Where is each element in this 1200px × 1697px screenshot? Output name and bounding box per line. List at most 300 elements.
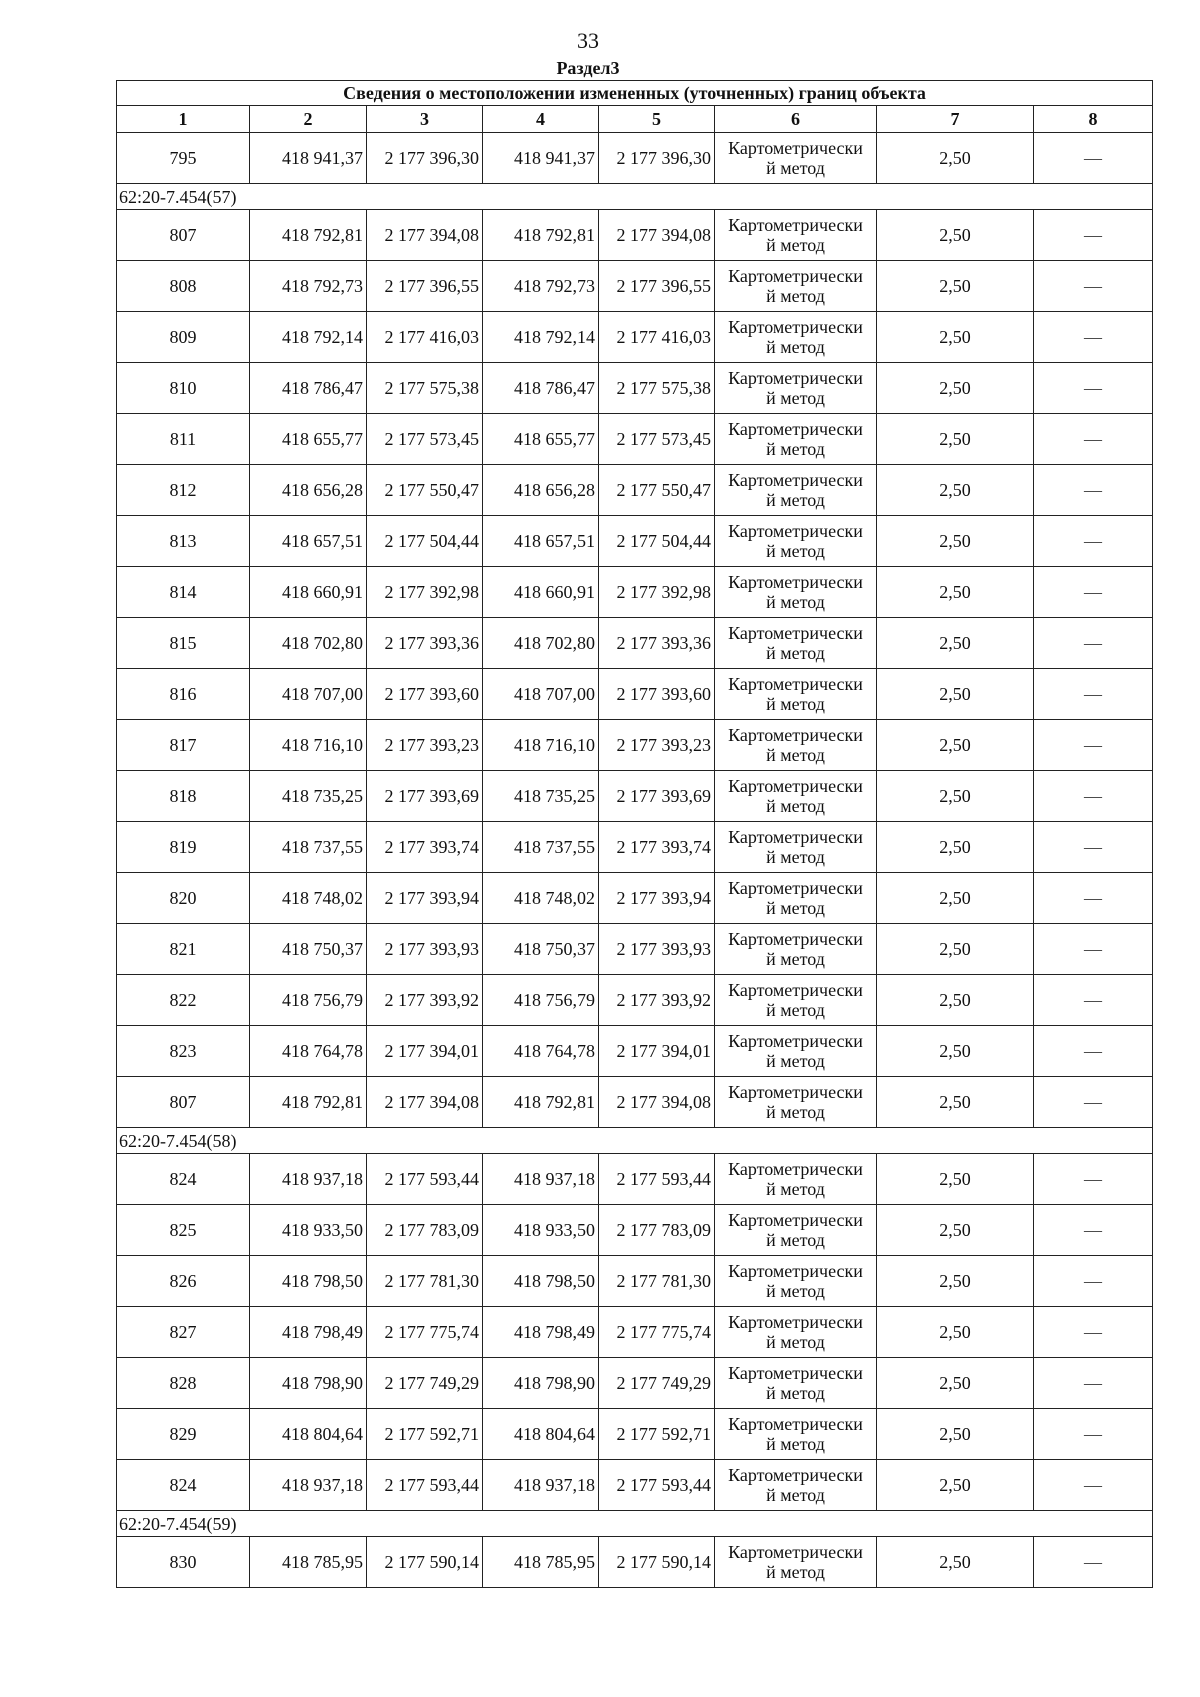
method-line-2: й метод xyxy=(766,745,825,765)
y-coord-old-cell: 2 177 416,03 xyxy=(367,312,483,363)
y-coord-new-cell: 2 177 775,74 xyxy=(599,1307,715,1358)
x-coord-new-cell: 418 737,55 xyxy=(483,822,599,873)
accuracy-cell: 2,50 xyxy=(877,1460,1034,1511)
method-line-1: Картометрически xyxy=(728,827,863,847)
accuracy-cell: 2,50 xyxy=(877,873,1034,924)
x-coord-old-cell: 418 937,18 xyxy=(250,1460,367,1511)
accuracy-cell: 2,50 xyxy=(877,924,1034,975)
note-cell: — xyxy=(1034,1307,1153,1358)
method-cell xyxy=(715,210,877,261)
y-coord-new-cell: 2 177 781,30 xyxy=(599,1256,715,1307)
note-cell: — xyxy=(1034,924,1153,975)
point-id-cell: 818 xyxy=(117,771,250,822)
table-row xyxy=(117,1077,1153,1128)
method-line-2: й метод xyxy=(766,898,825,918)
x-coord-old-cell: 418 786,47 xyxy=(250,363,367,414)
point-id-cell: 824 xyxy=(117,1460,250,1511)
x-coord-new-cell: 418 792,73 xyxy=(483,261,599,312)
x-coord-old-cell: 418 748,02 xyxy=(250,873,367,924)
y-coord-old-cell: 2 177 593,44 xyxy=(367,1460,483,1511)
table-row xyxy=(117,1154,1153,1205)
method-line-2: й метод xyxy=(766,643,825,663)
point-id-cell: 816 xyxy=(117,669,250,720)
method-cell xyxy=(715,414,877,465)
table-row xyxy=(117,1307,1153,1358)
column-number: 2 xyxy=(250,106,367,133)
y-coord-new-cell: 2 177 394,08 xyxy=(599,210,715,261)
y-coord-new-cell: 2 177 590,14 xyxy=(599,1537,715,1588)
x-coord-old-cell: 418 660,91 xyxy=(250,567,367,618)
note-cell: — xyxy=(1034,771,1153,822)
note-cell: — xyxy=(1034,1026,1153,1077)
y-coord-new-cell: 2 177 416,03 xyxy=(599,312,715,363)
table-body xyxy=(117,81,1153,1588)
y-coord-new-cell: 2 177 393,74 xyxy=(599,822,715,873)
method-cell xyxy=(715,465,877,516)
x-coord-old-cell: 418 764,78 xyxy=(250,1026,367,1077)
table-row xyxy=(117,1537,1153,1588)
accuracy-cell: 2,50 xyxy=(877,465,1034,516)
parcel-group-label: 62:20-7.454(57) xyxy=(117,184,1153,210)
note-cell: — xyxy=(1034,516,1153,567)
y-coord-new-cell: 2 177 592,71 xyxy=(599,1409,715,1460)
point-id-cell: 822 xyxy=(117,975,250,1026)
note-cell: — xyxy=(1034,975,1153,1026)
y-coord-old-cell: 2 177 592,71 xyxy=(367,1409,483,1460)
group-header-row xyxy=(117,1128,1153,1154)
point-id-cell: 808 xyxy=(117,261,250,312)
point-id-cell: 828 xyxy=(117,1358,250,1409)
accuracy-cell: 2,50 xyxy=(877,1154,1034,1205)
y-coord-old-cell: 2 177 396,30 xyxy=(367,133,483,184)
method-line-2: й метод xyxy=(766,1179,825,1199)
point-id-cell: 821 xyxy=(117,924,250,975)
y-coord-old-cell: 2 177 393,36 xyxy=(367,618,483,669)
x-coord-new-cell: 418 792,14 xyxy=(483,312,599,363)
x-coord-new-cell: 418 756,79 xyxy=(483,975,599,1026)
accuracy-cell: 2,50 xyxy=(877,669,1034,720)
column-number: 4 xyxy=(483,106,599,133)
method-line-2: й метод xyxy=(766,1485,825,1505)
y-coord-old-cell: 2 177 575,38 xyxy=(367,363,483,414)
method-line-1: Картометрически xyxy=(728,521,863,541)
column-number: 3 xyxy=(367,106,483,133)
y-coord-old-cell: 2 177 393,93 xyxy=(367,924,483,975)
accuracy-cell: 2,50 xyxy=(877,1205,1034,1256)
method-line-2: й метод xyxy=(766,1383,825,1403)
table-row xyxy=(117,822,1153,873)
y-coord-old-cell: 2 177 504,44 xyxy=(367,516,483,567)
note-cell: — xyxy=(1034,312,1153,363)
y-coord-new-cell: 2 177 593,44 xyxy=(599,1154,715,1205)
method-cell xyxy=(715,1205,877,1256)
x-coord-old-cell: 418 655,77 xyxy=(250,414,367,465)
accuracy-cell: 2,50 xyxy=(877,618,1034,669)
table-row xyxy=(117,975,1153,1026)
point-id-cell: 809 xyxy=(117,312,250,363)
y-coord-old-cell: 2 177 393,74 xyxy=(367,822,483,873)
y-coord-new-cell: 2 177 393,94 xyxy=(599,873,715,924)
x-coord-old-cell: 418 792,81 xyxy=(250,1077,367,1128)
accuracy-cell: 2,50 xyxy=(877,1409,1034,1460)
point-id-cell: 820 xyxy=(117,873,250,924)
point-id-cell: 830 xyxy=(117,1537,250,1588)
x-coord-new-cell: 418 655,77 xyxy=(483,414,599,465)
method-line-2: й метод xyxy=(766,1000,825,1020)
x-coord-new-cell: 418 937,18 xyxy=(483,1460,599,1511)
method-line-2: й метод xyxy=(766,286,825,306)
x-coord-new-cell: 418 656,28 xyxy=(483,465,599,516)
x-coord-new-cell: 418 786,47 xyxy=(483,363,599,414)
y-coord-old-cell: 2 177 396,55 xyxy=(367,261,483,312)
accuracy-cell: 2,50 xyxy=(877,414,1034,465)
method-cell xyxy=(715,261,877,312)
note-cell: — xyxy=(1034,669,1153,720)
method-cell xyxy=(715,1256,877,1307)
y-coord-new-cell: 2 177 749,29 xyxy=(599,1358,715,1409)
method-cell xyxy=(715,1460,877,1511)
y-coord-old-cell: 2 177 393,92 xyxy=(367,975,483,1026)
accuracy-cell: 2,50 xyxy=(877,1256,1034,1307)
parcel-group-label: 62:20-7.454(58) xyxy=(117,1128,1153,1154)
group-header-row xyxy=(117,1511,1153,1537)
accuracy-cell: 2,50 xyxy=(877,1077,1034,1128)
table-row xyxy=(117,261,1153,312)
x-coord-old-cell: 418 657,51 xyxy=(250,516,367,567)
method-line-1: Картометрически xyxy=(728,368,863,388)
x-coord-new-cell: 418 798,90 xyxy=(483,1358,599,1409)
y-coord-new-cell: 2 177 575,38 xyxy=(599,363,715,414)
column-number: 8 xyxy=(1034,106,1153,133)
method-line-1: Картометрически xyxy=(728,419,863,439)
y-coord-old-cell: 2 177 393,60 xyxy=(367,669,483,720)
method-line-1: Картометрически xyxy=(728,623,863,643)
point-id-cell: 807 xyxy=(117,210,250,261)
x-coord-new-cell: 418 785,95 xyxy=(483,1537,599,1588)
method-line-2: й метод xyxy=(766,847,825,867)
point-id-cell: 817 xyxy=(117,720,250,771)
note-cell: — xyxy=(1034,465,1153,516)
table-row xyxy=(117,210,1153,261)
table-row xyxy=(117,133,1153,184)
method-cell xyxy=(715,669,877,720)
table-title-row xyxy=(117,81,1153,106)
group-header-row xyxy=(117,184,1153,210)
method-line-2: й метод xyxy=(766,1332,825,1352)
method-line-1: Картометрически xyxy=(728,1414,863,1434)
column-number: 1 xyxy=(117,106,250,133)
x-coord-new-cell: 418 750,37 xyxy=(483,924,599,975)
accuracy-cell: 2,50 xyxy=(877,1358,1034,1409)
method-cell xyxy=(715,312,877,363)
method-line-1: Картометрически xyxy=(728,1082,863,1102)
column-number-row xyxy=(117,106,1153,133)
x-coord-new-cell: 418 792,81 xyxy=(483,210,599,261)
method-line-1: Картометрически xyxy=(728,980,863,1000)
y-coord-new-cell: 2 177 593,44 xyxy=(599,1460,715,1511)
note-cell: — xyxy=(1034,822,1153,873)
y-coord-new-cell: 2 177 392,98 xyxy=(599,567,715,618)
method-line-1: Картометрически xyxy=(728,1363,863,1383)
x-coord-old-cell: 418 933,50 xyxy=(250,1205,367,1256)
column-number: 7 xyxy=(877,106,1034,133)
point-id-cell: 825 xyxy=(117,1205,250,1256)
table-title: Сведения о местоположении измененных (уточненных) границ объекта xyxy=(117,81,1153,106)
x-coord-old-cell: 418 702,80 xyxy=(250,618,367,669)
point-id-cell: 826 xyxy=(117,1256,250,1307)
note-cell: — xyxy=(1034,414,1153,465)
note-cell: — xyxy=(1034,1409,1153,1460)
accuracy-cell: 2,50 xyxy=(877,133,1034,184)
method-line-2: й метод xyxy=(766,490,825,510)
x-coord-old-cell: 418 798,50 xyxy=(250,1256,367,1307)
x-coord-new-cell: 418 937,18 xyxy=(483,1154,599,1205)
x-coord-new-cell: 418 660,91 xyxy=(483,567,599,618)
method-line-1: Картометрически xyxy=(728,725,863,745)
method-line-2: й метод xyxy=(766,541,825,561)
table-row xyxy=(117,720,1153,771)
method-line-1: Картометрически xyxy=(728,1261,863,1281)
method-line-2: й метод xyxy=(766,439,825,459)
method-cell xyxy=(715,1409,877,1460)
x-coord-new-cell: 418 707,00 xyxy=(483,669,599,720)
method-line-1: Картометрически xyxy=(728,317,863,337)
note-cell: — xyxy=(1034,567,1153,618)
method-cell xyxy=(715,1307,877,1358)
y-coord-old-cell: 2 177 775,74 xyxy=(367,1307,483,1358)
table-row xyxy=(117,1256,1153,1307)
note-cell: — xyxy=(1034,720,1153,771)
method-line-2: й метод xyxy=(766,1281,825,1301)
column-number: 5 xyxy=(599,106,715,133)
method-cell xyxy=(715,924,877,975)
accuracy-cell: 2,50 xyxy=(877,822,1034,873)
point-id-cell: 824 xyxy=(117,1154,250,1205)
accuracy-cell: 2,50 xyxy=(877,312,1034,363)
method-line-1: Картометрически xyxy=(728,776,863,796)
x-coord-old-cell: 418 716,10 xyxy=(250,720,367,771)
y-coord-old-cell: 2 177 593,44 xyxy=(367,1154,483,1205)
note-cell: — xyxy=(1034,1077,1153,1128)
x-coord-old-cell: 418 792,81 xyxy=(250,210,367,261)
note-cell: — xyxy=(1034,210,1153,261)
method-line-2: й метод xyxy=(766,949,825,969)
method-cell xyxy=(715,567,877,618)
method-line-2: й метод xyxy=(766,796,825,816)
table-row xyxy=(117,567,1153,618)
table-row xyxy=(117,618,1153,669)
point-id-cell: 819 xyxy=(117,822,250,873)
x-coord-old-cell: 418 798,90 xyxy=(250,1358,367,1409)
method-cell xyxy=(715,720,877,771)
accuracy-cell: 2,50 xyxy=(877,771,1034,822)
table-row xyxy=(117,465,1153,516)
table-row xyxy=(117,771,1153,822)
x-coord-old-cell: 418 707,00 xyxy=(250,669,367,720)
point-id-cell: 829 xyxy=(117,1409,250,1460)
x-coord-old-cell: 418 792,14 xyxy=(250,312,367,363)
method-line-1: Картометрически xyxy=(728,1159,863,1179)
y-coord-new-cell: 2 177 393,23 xyxy=(599,720,715,771)
x-coord-new-cell: 418 735,25 xyxy=(483,771,599,822)
x-coord-new-cell: 418 798,50 xyxy=(483,1256,599,1307)
x-coord-old-cell: 418 792,73 xyxy=(250,261,367,312)
method-line-1: Картометрически xyxy=(728,878,863,898)
y-coord-old-cell: 2 177 393,94 xyxy=(367,873,483,924)
x-coord-new-cell: 418 798,49 xyxy=(483,1307,599,1358)
method-cell xyxy=(715,1026,877,1077)
x-coord-new-cell: 418 657,51 xyxy=(483,516,599,567)
accuracy-cell: 2,50 xyxy=(877,210,1034,261)
note-cell: — xyxy=(1034,1154,1153,1205)
accuracy-cell: 2,50 xyxy=(877,1537,1034,1588)
x-coord-new-cell: 418 702,80 xyxy=(483,618,599,669)
method-line-1: Картометрически xyxy=(728,215,863,235)
x-coord-old-cell: 418 656,28 xyxy=(250,465,367,516)
method-line-1: Картометрически xyxy=(728,1031,863,1051)
x-coord-old-cell: 418 941,37 xyxy=(250,133,367,184)
method-line-2: й метод xyxy=(766,694,825,714)
accuracy-cell: 2,50 xyxy=(877,720,1034,771)
y-coord-old-cell: 2 177 393,69 xyxy=(367,771,483,822)
y-coord-old-cell: 2 177 393,23 xyxy=(367,720,483,771)
x-coord-new-cell: 418 792,81 xyxy=(483,1077,599,1128)
point-id-cell: 827 xyxy=(117,1307,250,1358)
coordinates-table xyxy=(116,80,1153,1588)
method-line-1: Картометрически xyxy=(728,572,863,592)
table-row xyxy=(117,1460,1153,1511)
method-cell xyxy=(715,771,877,822)
point-id-cell: 810 xyxy=(117,363,250,414)
method-line-1: Картометрически xyxy=(728,266,863,286)
y-coord-old-cell: 2 177 394,08 xyxy=(367,1077,483,1128)
table-row xyxy=(117,669,1153,720)
point-id-cell: 807 xyxy=(117,1077,250,1128)
accuracy-cell: 2,50 xyxy=(877,363,1034,414)
y-coord-old-cell: 2 177 590,14 xyxy=(367,1537,483,1588)
x-coord-old-cell: 418 756,79 xyxy=(250,975,367,1026)
x-coord-old-cell: 418 737,55 xyxy=(250,822,367,873)
x-coord-new-cell: 418 933,50 xyxy=(483,1205,599,1256)
method-cell xyxy=(715,1537,877,1588)
method-line-1: Картометрически xyxy=(728,1542,863,1562)
x-coord-old-cell: 418 735,25 xyxy=(250,771,367,822)
note-cell: — xyxy=(1034,1537,1153,1588)
accuracy-cell: 2,50 xyxy=(877,1307,1034,1358)
y-coord-new-cell: 2 177 504,44 xyxy=(599,516,715,567)
y-coord-new-cell: 2 177 393,60 xyxy=(599,669,715,720)
y-coord-new-cell: 2 177 573,45 xyxy=(599,414,715,465)
x-coord-new-cell: 418 748,02 xyxy=(483,873,599,924)
note-cell: — xyxy=(1034,1460,1153,1511)
method-line-1: Картометрически xyxy=(728,138,863,158)
table-row xyxy=(117,312,1153,363)
method-line-2: й метод xyxy=(766,1102,825,1122)
page-number: 33 xyxy=(577,28,599,53)
accuracy-cell: 2,50 xyxy=(877,1026,1034,1077)
method-cell xyxy=(715,1154,877,1205)
accuracy-cell: 2,50 xyxy=(877,261,1034,312)
method-cell xyxy=(715,1077,877,1128)
note-cell: — xyxy=(1034,618,1153,669)
y-coord-old-cell: 2 177 550,47 xyxy=(367,465,483,516)
x-coord-old-cell: 418 937,18 xyxy=(250,1154,367,1205)
method-cell xyxy=(715,975,877,1026)
y-coord-new-cell: 2 177 394,01 xyxy=(599,1026,715,1077)
accuracy-cell: 2,50 xyxy=(877,516,1034,567)
method-line-1: Картометрически xyxy=(728,674,863,694)
point-id-cell: 823 xyxy=(117,1026,250,1077)
method-cell xyxy=(715,1358,877,1409)
method-cell xyxy=(715,133,877,184)
note-cell: — xyxy=(1034,873,1153,924)
note-cell: — xyxy=(1034,363,1153,414)
y-coord-new-cell: 2 177 396,55 xyxy=(599,261,715,312)
x-coord-new-cell: 418 941,37 xyxy=(483,133,599,184)
section-title: Раздел3 xyxy=(556,58,620,78)
note-cell: — xyxy=(1034,1256,1153,1307)
y-coord-old-cell: 2 177 573,45 xyxy=(367,414,483,465)
y-coord-new-cell: 2 177 396,30 xyxy=(599,133,715,184)
table-row xyxy=(117,363,1153,414)
x-coord-new-cell: 418 804,64 xyxy=(483,1409,599,1460)
method-line-2: й метод xyxy=(766,592,825,612)
method-line-2: й метод xyxy=(766,1230,825,1250)
point-id-cell: 813 xyxy=(117,516,250,567)
note-cell: — xyxy=(1034,1358,1153,1409)
x-coord-old-cell: 418 785,95 xyxy=(250,1537,367,1588)
x-coord-old-cell: 418 804,64 xyxy=(250,1409,367,1460)
y-coord-old-cell: 2 177 781,30 xyxy=(367,1256,483,1307)
method-line-2: й метод xyxy=(766,1562,825,1582)
method-line-1: Картометрически xyxy=(728,1312,863,1332)
method-line-2: й метод xyxy=(766,337,825,357)
point-id-cell: 811 xyxy=(117,414,250,465)
point-id-cell: 812 xyxy=(117,465,250,516)
table-row xyxy=(117,1026,1153,1077)
point-id-cell: 795 xyxy=(117,133,250,184)
y-coord-old-cell: 2 177 394,08 xyxy=(367,210,483,261)
x-coord-new-cell: 418 716,10 xyxy=(483,720,599,771)
y-coord-old-cell: 2 177 783,09 xyxy=(367,1205,483,1256)
note-cell: — xyxy=(1034,133,1153,184)
method-line-2: й метод xyxy=(766,235,825,255)
table-row xyxy=(117,1358,1153,1409)
point-id-cell: 814 xyxy=(117,567,250,618)
table-row xyxy=(117,414,1153,465)
x-coord-old-cell: 418 798,49 xyxy=(250,1307,367,1358)
method-line-1: Картометрически xyxy=(728,1210,863,1230)
method-line-2: й метод xyxy=(766,388,825,408)
x-coord-new-cell: 418 764,78 xyxy=(483,1026,599,1077)
column-number: 6 xyxy=(715,106,877,133)
x-coord-old-cell: 418 750,37 xyxy=(250,924,367,975)
table-row xyxy=(117,516,1153,567)
y-coord-new-cell: 2 177 393,36 xyxy=(599,618,715,669)
y-coord-new-cell: 2 177 393,69 xyxy=(599,771,715,822)
table-row xyxy=(117,1205,1153,1256)
method-cell xyxy=(715,618,877,669)
method-cell xyxy=(715,873,877,924)
method-cell xyxy=(715,822,877,873)
point-id-cell: 815 xyxy=(117,618,250,669)
y-coord-new-cell: 2 177 783,09 xyxy=(599,1205,715,1256)
note-cell: — xyxy=(1034,1205,1153,1256)
method-line-1: Картометрически xyxy=(728,1465,863,1485)
method-line-1: Картометрически xyxy=(728,470,863,490)
y-coord-new-cell: 2 177 393,93 xyxy=(599,924,715,975)
method-line-2: й метод xyxy=(766,158,825,178)
